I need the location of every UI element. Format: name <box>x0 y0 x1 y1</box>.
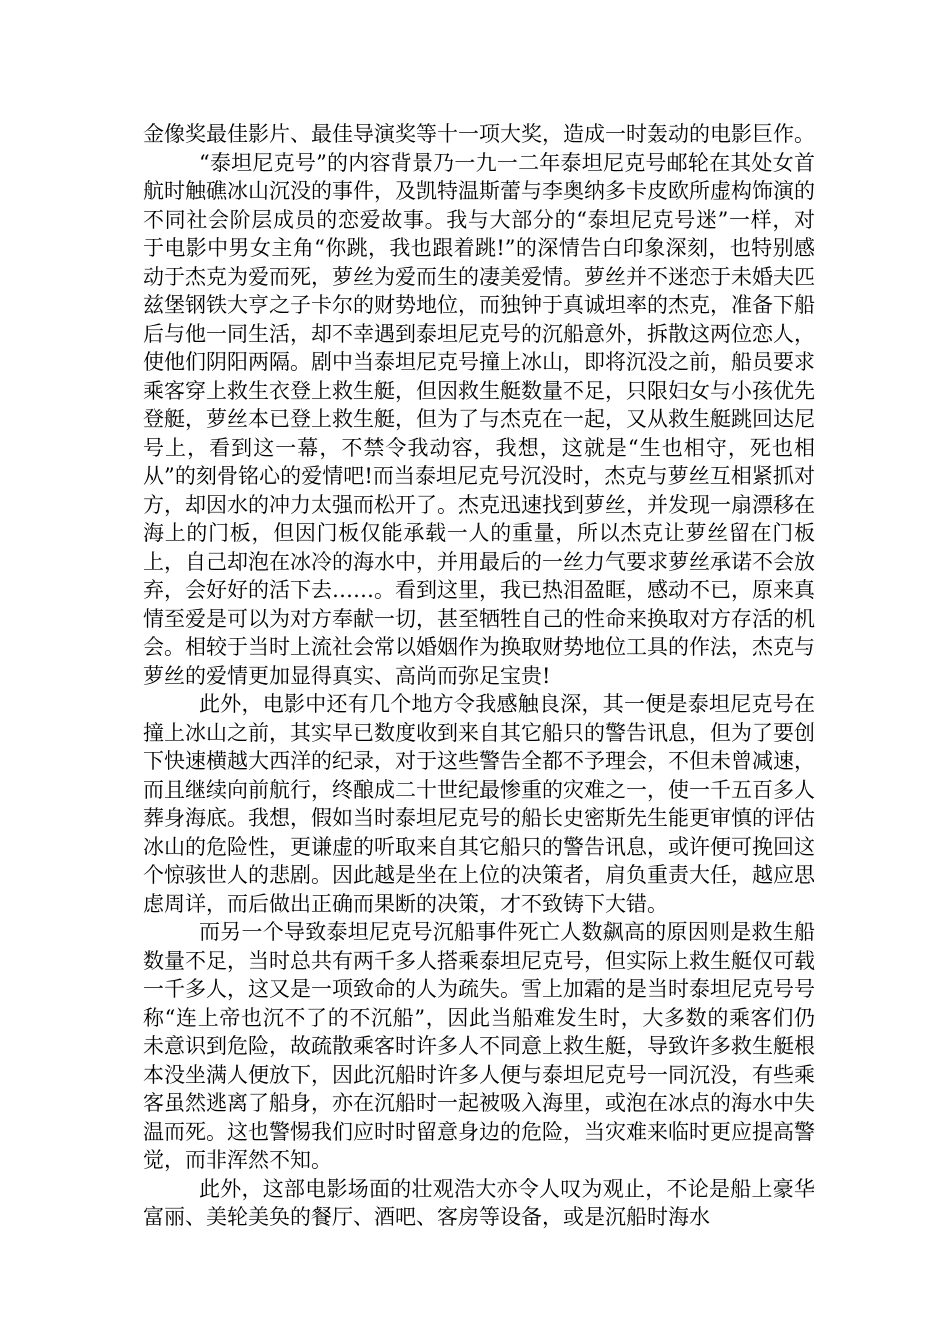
paragraph-lifeboat-shortage: 而另一个导致泰坦尼克号沉船事件死亡人数飙高的原因则是救生船数量不足，当时总共有两千多人搭乘泰坦尼克号，但实际上救生艇仅可载一千多人，这又是一项致命的人为疏失。雪上加霜的是当时泰坦尼克号号称“连上帝也沉不了的不沉船”，因此当船难发生时，大多数的乘客们仍未意识到危险，故疏散乘客时许多人不同意上救生艇，导致许多救生艇根本没坐满人便放下，因此沉船时许多人便与泰坦尼克号一同沉没，有些乘客虽然逃离了船身，亦在沉船时一起被吸入海里，或泡在冰点的海水中失温而死。这也警惕我们应时时留意身边的危险，当灾难来临时更应提高警觉，而非浑然不知。 <box>143 920 815 1172</box>
paragraph-spectacle: 此外，这部电影场面的壮观浩大亦令人叹为观止，不论是船上豪华富丽、美轮美奂的餐厅、酒吧、客房等设备，或是沉船时海水 <box>143 1176 815 1229</box>
paragraph-story-background: “泰坦尼克号”的内容背景乃一九一二年泰坦尼克号邮轮在其处女首航时触礁冰山沉没的事件，及凯特温斯蕾与李奥纳多卡皮欧所虚构饰演的不同社会阶层成员的恋爱故事。我与大部分的“泰坦尼克号迷”一样，对于电影中男女主角“你跳，我也跟着跳!”的深情告白印象深刻，也特别感动于杰克为爱而死，萝丝为爱而生的凄美爱情。萝丝并不迷恋于未婚夫匹兹堡钢铁大亨之子卡尔的财势地位，而独钟于真诚坦率的杰克，准备下船后与他一同生活，却不幸遇到泰坦尼克号的沉船意外，拆散这两位恋人，使他们阴阳两隔。剧中当泰坦尼克号撞上冰山，即将沉没之前，船员要求乘客穿上救生衣登上救生艇，但因救生艇数量不足，只限妇女与小孩优先登艇，萝丝本已登上救生艇，但为了与杰克在一起，又从救生艇跳回达尼号上，看到这一幕，不禁令我动容，我想，这就是“生也相守，死也相从”的刻骨铭心的爱情吧!而当泰坦尼克号沉没时，杰克与萝丝互相紧抓对方，却因水的冲力太强而松开了。杰克迅速找到萝丝，并发现一扇漂移在海上的门板，但因门板仅能承载一人的重量，所以杰克让萝丝留在门板上，自己却泡在冰冷的海水中，并用最后的一丝力气要求萝丝承诺不会放弃，会好好的活下去……。看到这里，我已热泪盈眶，感动不已，原来真情至爱是可以为对方奉献一切，甚至牺牲自己的性命来换取对方存活的机会。相较于当时上流社会常以婚姻作为换取财势地位工具的作法，杰克与萝丝的爱情更加显得真实、高尚而弥足宝贵! <box>143 150 815 688</box>
paragraph-award-line: 金像奖最佳影片、最佳导演奖等十一项大奖，造成一时轰动的电影巨作。 <box>143 122 815 146</box>
paragraph-captain-warnings: 此外，电影中还有几个地方令我感触良深，其一便是泰坦尼克号在撞上冰山之前，其实早已数度收到来自其它船只的警告讯息，但为了要创下快速横越大西洋的纪录，对于这些警告全都不予理会，不但未曾减速，而且继续向前航行，终酿成二十世纪最惨重的灾难之一，使一千五百多人葬身海底。我想，假如当时泰坦尼克号的船长史密斯先生能更审慎的评估冰山的危险性，更谦虚的听取来自其它船只的警告讯息，或许便可挽回这个惊骇世人的悲剧。因此越是坐在上位的决策者，肩负重责大任，越应思虑周详，而后做出正确而果断的决策，才不致铸下大错。 <box>143 692 815 916</box>
document-body <box>143 120 815 1232</box>
